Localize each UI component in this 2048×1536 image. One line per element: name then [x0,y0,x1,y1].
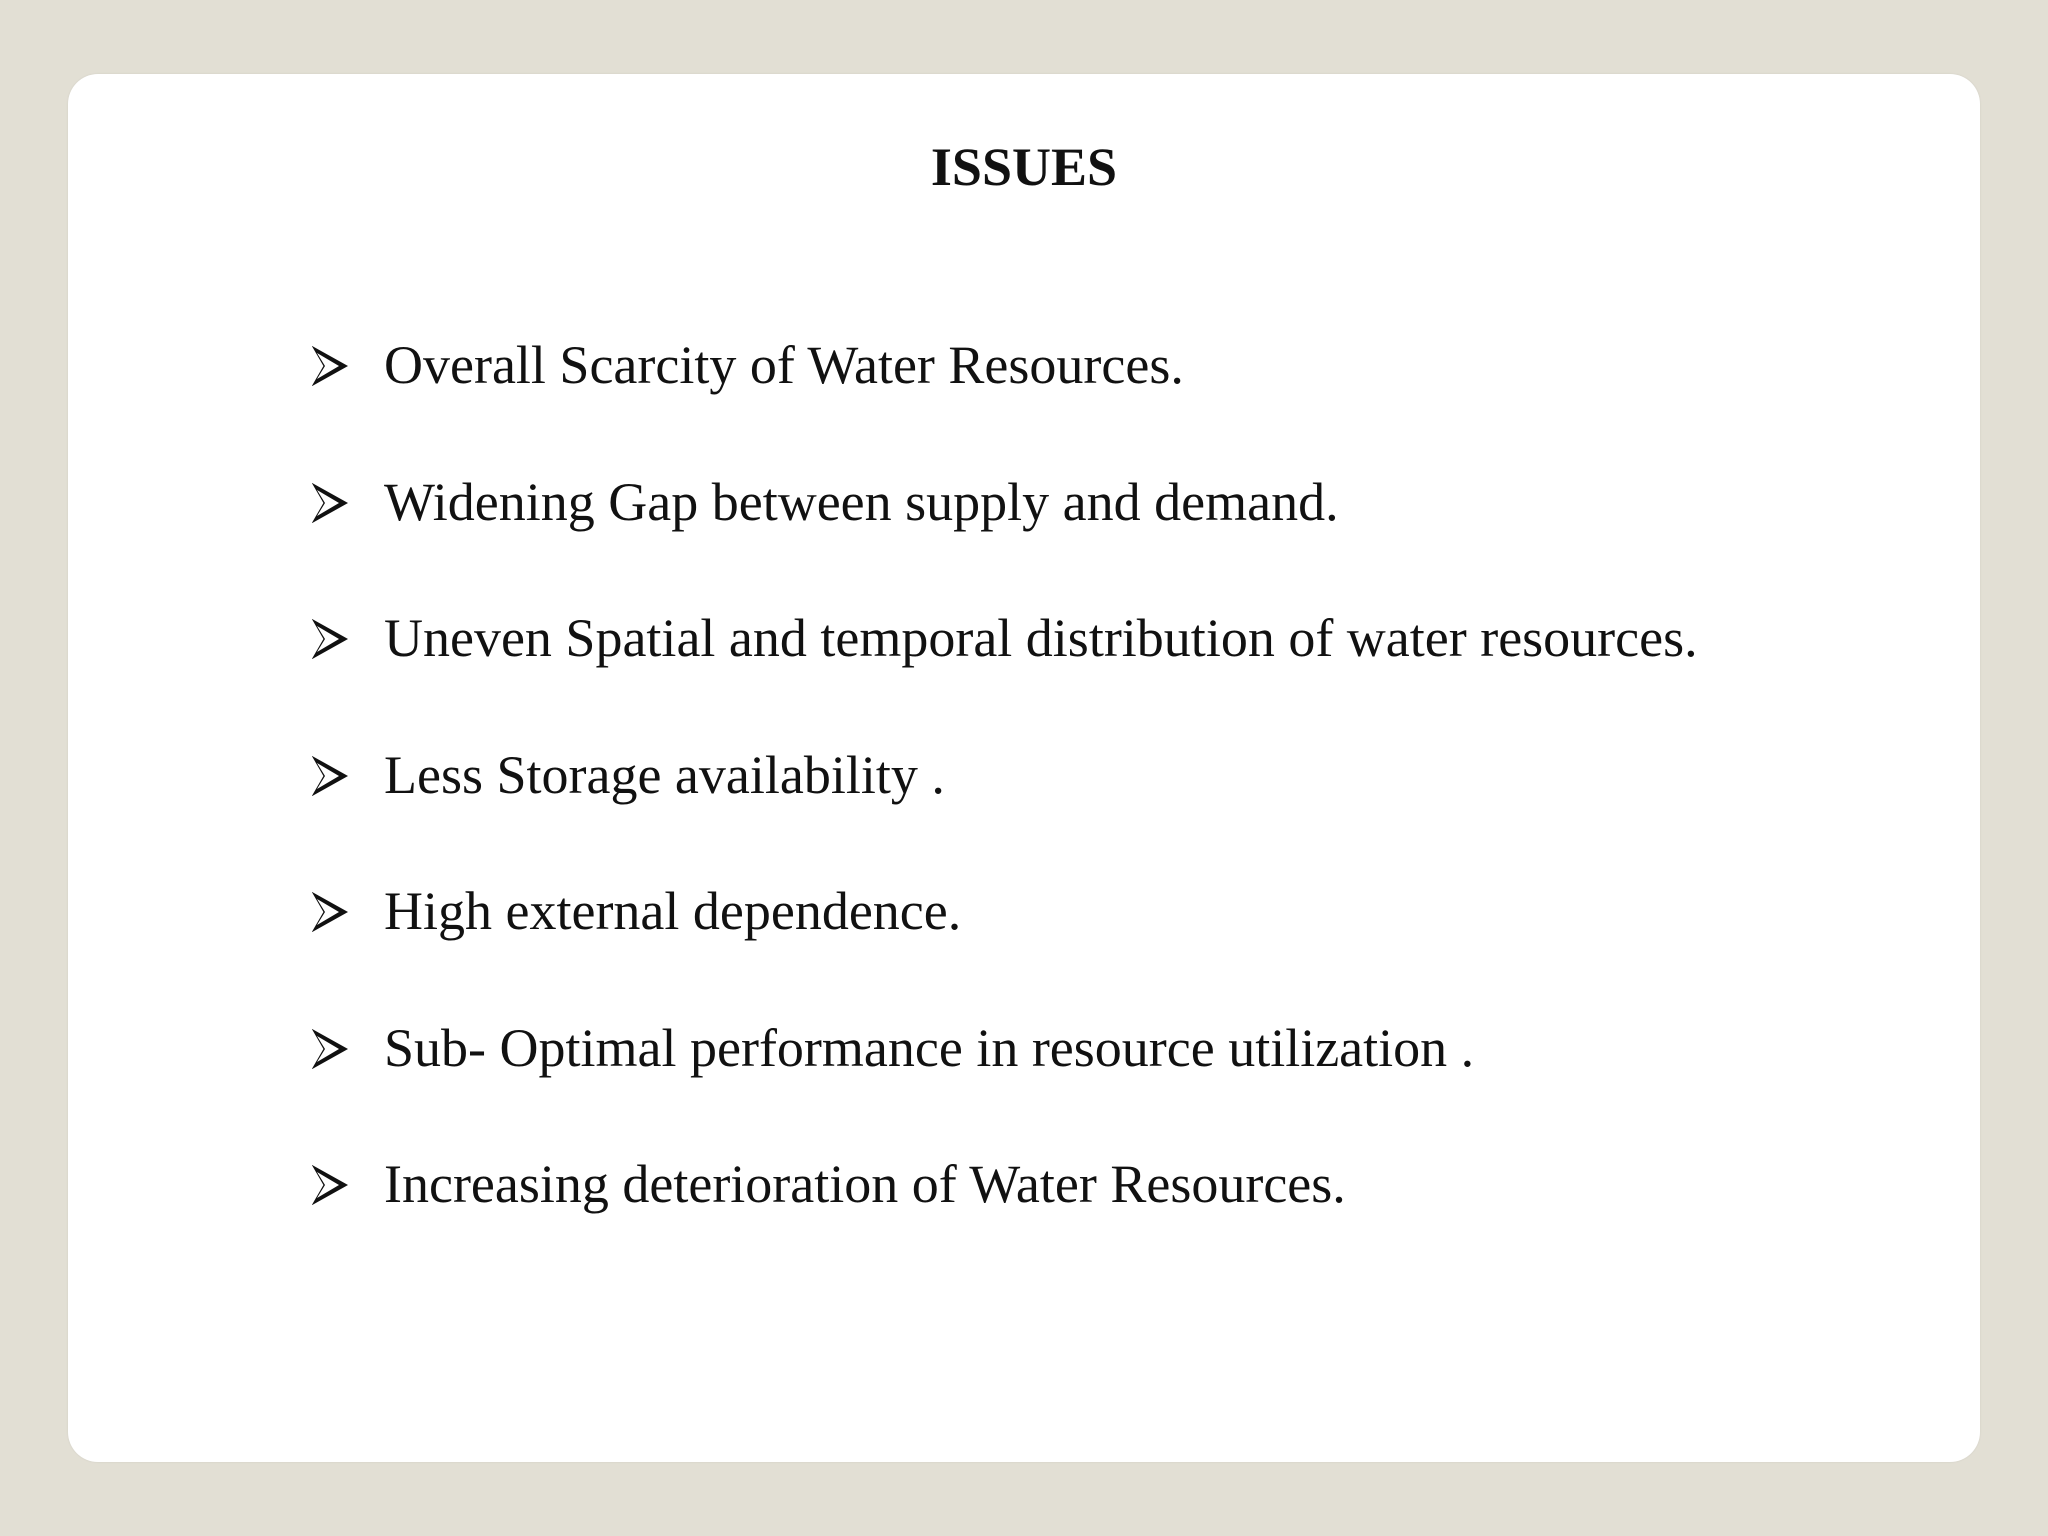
list-item-text: Sub- Optimal performance in resource utilization . [384,1017,1475,1078]
list-item-text: Uneven Spatial and temporal distribution of water resources. [384,608,1698,668]
arrowhead-bullet-icon [312,1029,348,1069]
slide-title: ISSUES [930,137,1118,197]
list-item-text: High external dependence. [384,881,962,941]
list-item-text: Less Storage availability . [384,744,945,805]
slide-card [68,74,1980,1462]
arrowhead-bullet-icon [312,346,348,386]
arrowhead-bullet-icon [312,1165,348,1205]
arrowhead-bullet-icon [312,619,348,659]
arrowhead-bullet-icon [312,483,348,523]
arrowhead-bullet-icon [312,892,348,932]
list-item-text: Widening Gap between supply and demand. [384,471,1339,532]
arrowhead-bullet-icon [312,756,348,796]
list-item-text: Increasing deterioration of Water Resources. [384,1154,1346,1214]
list-item-text: Overall Scarcity of Water Resources. [384,335,1184,395]
